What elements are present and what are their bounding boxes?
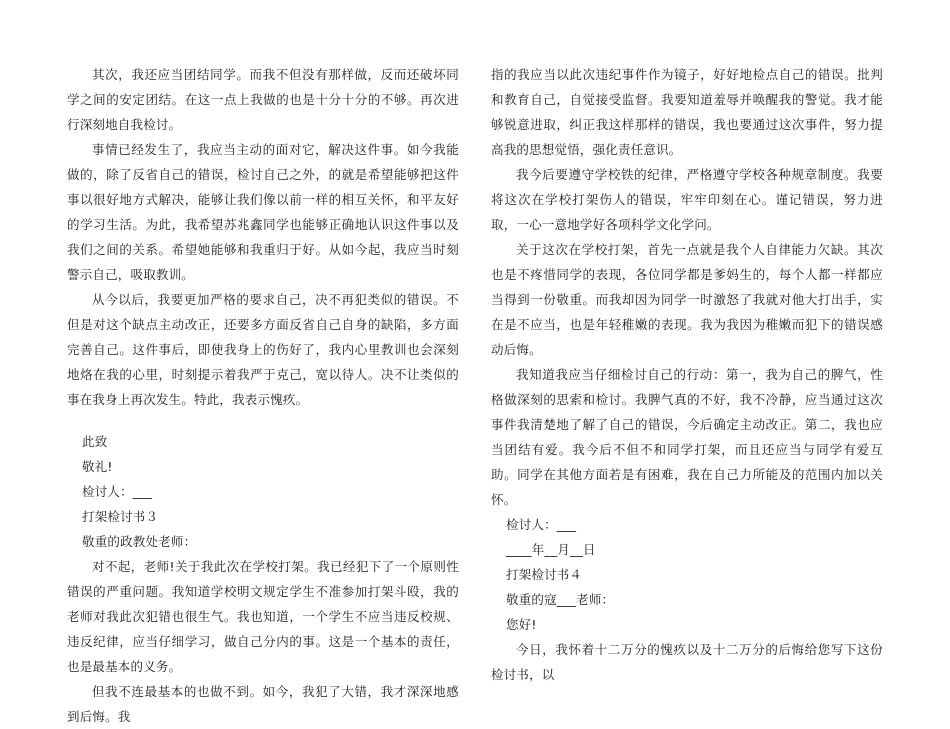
paragraph: 关于这次在学校打架，首先一点就是我个人自律能力欠缺。其次也是不疼惜同学的表现，各位同学都是爹妈生的，每个人都一样都应当得到一份敬重。而我却因为同学一时激怒了我就对他大打出手，实在是不应当，也是年轻稚嫩的表现。我为我因为稚嫩而犯下的错误感动后悔。: [491, 242, 883, 357]
blank-line: [67, 412, 459, 429]
section-title: 打架检讨书３: [82, 509, 159, 524]
salutation-line: 此致: [82, 434, 108, 449]
paragraph: 指的我应当以此次违纪事件作为镜子，好好地检点自己的错误。批判和教育自己，自觉接受监督。我要知道羞辱并唤醒我的警觉。我才能够锐意进取，纠正我这样那样的错误，我也要通过这次事件，努力提高我的思想觉悟，强化责任意识。: [491, 67, 883, 157]
signature-line: 检讨人：___: [506, 517, 577, 532]
paragraph: 对不起，老师!关于我此次在学校打架。我已经犯下了一个原则性错误的严重问题。我知道学校明文规定学生不准参加打架斗殴，我的老师对我此次犯错也很生气。我也知道，一个学生不应当违反校规、违反纪律，应当仔细学习，做自己分内的事。这是一个基本的责任，也是最基本的义务。: [67, 559, 459, 674]
paragraph: 事情已经发生了，我应当主动的面对它，解决这件事。如今我能做的，除了反省自己的错误，检讨自己之外，的就是希望能够把这件事以很好地方式解决，能够让我们像以前一样的相互关怀，和平友好的学习生活。为此，我希望苏兆鑫同学也能够正确地认识这件事以及我们之间的关系。希望她能够和我重归于好。从如今起，我应当时刻警示自己，吸取教训。: [67, 142, 459, 282]
paragraph: 我今后要遵守学校铁的纪律，严格遵守学校各种规章制度。我要将这次在学校打架伤人的错误，牢牢印刻在心。谨记错误，努力进取，一心一意地学好各项科学文化学问。: [491, 167, 883, 232]
paragraph: 我知道我应当仔细检讨自己的行动：第一，我为自己的脾气，性格做深刻的思索和检讨。我脾气真的不好，我不冷静，应当通过这次事件我清楚地了解了自己的错误，今后确定主动改正。第二，我也应当团结有爱。我今后不但不和同学打架，而且还应当与同学有爱互助。同学在其他方面若是有困难，我在自己力所能及的范围内加以关怀。: [491, 367, 883, 507]
paragraph: 今日，我怀着十二万分的愧疚以及十二万分的后悔给您写下这份检讨书，以: [491, 642, 883, 682]
greeting-line: 敬重的寇___老师：: [506, 592, 615, 607]
paragraph: 其次，我还应当团结同学。而我不但没有那样做，反而还破坏同学之间的安定团结。在这一点上我做的也是十分十分的不够。再次进行深刻地自我检讨。: [67, 67, 459, 132]
paragraph: 但我不连最基本的也做不到。如今，我犯了大错，我才深深地感到后悔。我: [67, 684, 459, 724]
greeting-line: 您好!: [506, 617, 537, 632]
section-title: 打架检讨书４: [506, 567, 583, 582]
greeting-line: 敬重的政教处老师：: [82, 534, 197, 549]
salutation-line: 敬礼!: [82, 459, 113, 474]
signature-line: 检讨人：___: [82, 484, 153, 499]
right-column: [491, 62, 883, 687]
date-line: ____年__月__日: [506, 542, 596, 557]
left-column: [67, 62, 459, 729]
paragraph: 从今以后，我要更加严格的要求自己，决不再犯类似的错误。不但是对这个缺点主动改正，还要多方面反省自己自身的缺陷，多方面完善自己。这件事后，即使我身上的伤好了，我内心里教训也会深刻地烙在我的心里，时刻提示着我严于克己，宽以待人。决不让类似的事在我身上再次发生。特此，我表示愧疚。: [67, 292, 459, 407]
